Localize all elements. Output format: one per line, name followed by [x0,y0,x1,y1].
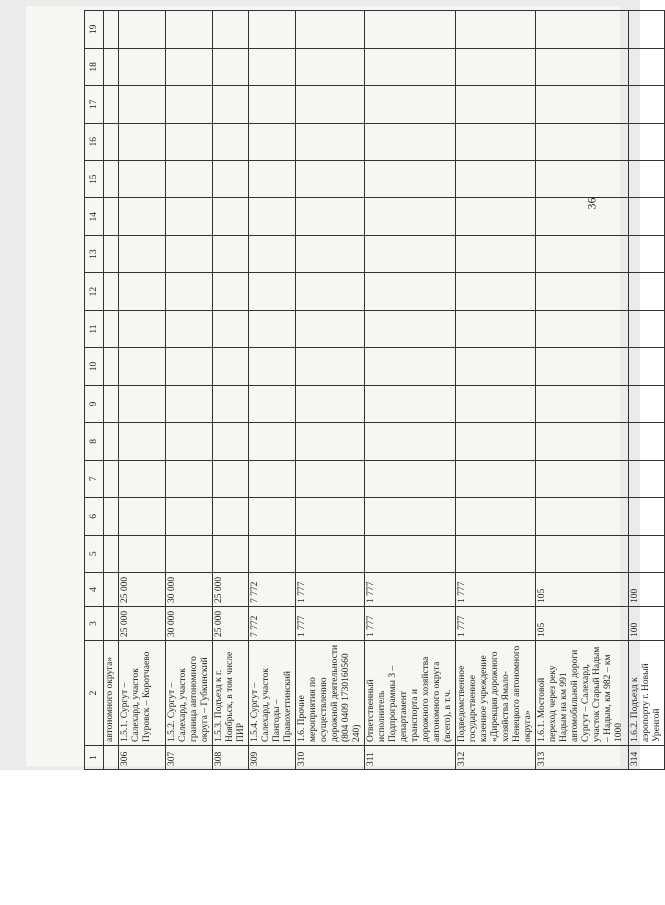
column-header: 11 [85,310,104,347]
row-col3: 7 772 [249,607,296,641]
row-name: Подведомственное государственное казенное учреждение «Дирекция дорожного хозяйства Ямало-Ненецкого автономного округа» [456,641,536,746]
column-header: 18 [85,48,104,85]
column-header: 4 [85,573,104,607]
data-table-rotated [84,10,662,770]
row-number: 307 [166,746,213,770]
row-col3: 1 777 [365,607,456,641]
row-col4: 30 000 [166,573,213,607]
row-number: 313 [536,746,629,770]
row-col3: 1 777 [296,607,365,641]
row-col3: 30 000 [166,607,213,641]
column-header: 2 [85,641,104,746]
row-col3: 1 777 [456,607,536,641]
continuation-text: автономного округа» [104,641,119,746]
row-name: 1.5.2. Сургут – Салехард, участок граница автономного округа – Губкинский [166,641,213,746]
page-number: 36 [584,197,599,210]
row-col3: 25 000 [119,607,166,641]
row-name: 1.5.3. Подъезд к г. Ноябрьск, в том числе ПИР [213,641,249,746]
row-number: 310 [296,746,365,770]
row-name: 1.5.1. Сургут – Салехард, участок Пуровск – Коротчаево [119,641,166,746]
column-header: 17 [85,86,104,123]
row-col4: 1 777 [296,573,365,607]
column-header: 16 [85,123,104,160]
row-name: Ответственный исполнитель Подпрограммы 3 – департамент транспорта и дорожного хозяйства автономного округа (всего), в т.ч. [365,641,456,746]
table-row [213,11,249,770]
column-header: 9 [85,385,104,422]
column-header: 14 [85,198,104,235]
row-name: 1.5.4. Сургут – Салехард, участок Пангоды – Правохеттинский [249,641,296,746]
table-row [365,11,456,770]
continuation-row [104,11,119,770]
row-col4: 105 [536,573,629,607]
table-row [296,11,365,770]
row-number: 309 [249,746,296,770]
table-row [249,11,296,770]
row-col3: 100 [629,607,665,641]
column-header: 19 [85,11,104,49]
table-row [629,11,665,770]
row-number: 308 [213,746,249,770]
column-header: 12 [85,273,104,310]
row-col3: 25 000 [213,607,249,641]
column-number-row [85,11,104,770]
column-header: 10 [85,348,104,385]
row-col4: 25 000 [119,573,166,607]
row-col4: 7 772 [249,573,296,607]
table-row [456,11,536,770]
column-header: 3 [85,607,104,641]
row-number: 306 [119,746,166,770]
column-header: 5 [85,535,104,572]
row-number: 312 [456,746,536,770]
row-col3: 105 [536,607,629,641]
column-header: 7 [85,460,104,497]
row-name: 1.6.2. Подъезд к аэропорту г. Новый Уренгой [629,641,665,746]
table-row [166,11,213,770]
row-number: 311 [365,746,456,770]
row-col4: 1 777 [456,573,536,607]
budget-table [84,10,665,770]
row-col4: 25 000 [213,573,249,607]
column-header: 8 [85,423,104,460]
row-number: 314 [629,746,665,770]
column-header: 13 [85,235,104,272]
row-name: 1.6.1. Мостовой переход через реку Надым на км 991 автомобильной дороги Сургут – Салехард, участок Старый Надым – Надым, км 982 – км 1000 [536,641,629,746]
column-header: 15 [85,161,104,198]
column-header: 6 [85,498,104,535]
table-row [119,11,166,770]
row-name: 1.6. Прочие мероприятия по осуществлению дорожной деятельности (804 0409 1730160560 240) [296,641,365,746]
row-col4: 100 [629,573,665,607]
row-col4: 1 777 [365,573,456,607]
column-header: 1 [85,746,104,770]
table-row [536,11,629,770]
